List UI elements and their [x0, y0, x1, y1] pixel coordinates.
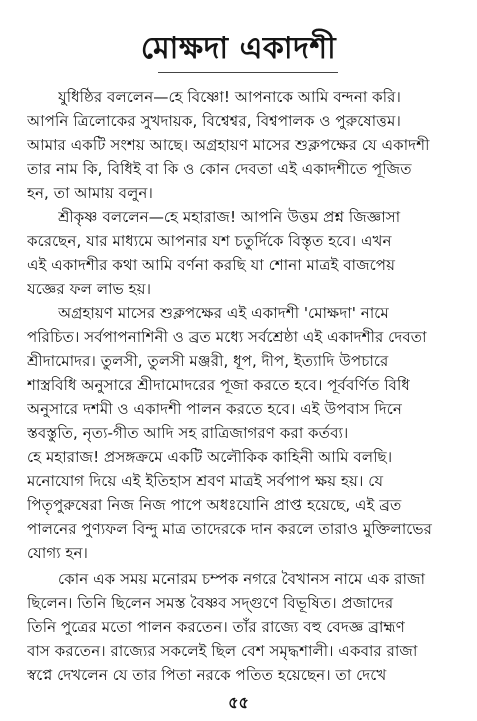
paragraph-5-line-4: বাস করতেন। রাজ্যের সকলেই ছিল বেশ সমৃদ্ধশালী। একবার রাজা [27, 642, 418, 660]
paragraph-5-line-2: ছিলেন। তিনি ছিলেন সমস্ত বৈষ্ণব সদ্গুণে বিভূষিত। প্রজাদের [27, 594, 394, 612]
paragraph-5-line-5: স্বপ্নে দেখলেন যে তার পিতা নরকে পতিত হয়েছেন। তা দেখে [27, 666, 387, 684]
paragraph-3-line-4: শাস্ত্রবিধি অনুসারে শ্রীদামোদরের পূজা করতে হবে। পূর্ববর্ণিত বিধি [27, 376, 410, 394]
paragraph-4-line-1: হে মহারাজ! প্রসঙ্গক্রমে একটি অলৌকিক কাহিনী আমি বলছি। [27, 448, 393, 466]
paragraph-1-line-5: হন, তা আমায় বলুন। [27, 184, 153, 202]
paragraph-3-line-5: অনুসারে দশমী ও একাদশী পালন করতে হবে। এই উপবাস দিনে [27, 400, 402, 418]
paragraph-1-line-2: আপনি ত্রিলোকের সুখদায়ক, বিশ্বেশ্বর, বিশ্বপালক ও পুরুষোত্তম। [27, 112, 401, 130]
paragraph-1-line-3: আমার একটি সংশয় আছে। অগ্রহায়ণ মাসের শুক্লপক্ষের যে একাদশী [27, 136, 430, 154]
paragraph-1-line-1: যুধিষ্ঠির বললেন—হে বিষ্ণো! আপনাকে আমি বন্দনা করি। [58, 88, 401, 106]
paragraph-2-line-4: যজ্ঞের ফল লাভ হয়। [27, 280, 152, 298]
paragraph-5-line-1: কোন এক সময় মনোরম চম্পক নগরে বৈখানস নামে এক রাজা [58, 570, 425, 588]
paragraph-3-line-1: অগ্রহায়ণ মাসের শুক্লপক্ষের এই একাদশী 'মোক্ষদা' নামে [58, 304, 389, 322]
paragraph-2-line-1: শ্রীকৃষ্ণ বললেন—হে মহারাজ! আপনি উত্তম প্রশ্ন জিজ্ঞাসা [58, 208, 401, 226]
paragraph-3-line-6: স্তবস্তুতি, নৃত্য-গীত আদি সহ রাত্রিজাগরণ করা কর্তব্য। [27, 424, 349, 442]
paragraph-4-line-2: মনোযোগ দিয়ে এই ইতিহাস শ্রবণ মাত্রই সর্বপাপ ক্ষয় হয়। যে [27, 472, 384, 490]
paragraph-5-line-3: তিনি পুত্রের মতো পালন করতেন। তাঁর রাজ্যে বহু বেদজ্ঞ ব্রাহ্মণ [27, 618, 405, 636]
paragraph-2-line-2: করেছেন, যার মাধ্যমে আপনার যশ চতুর্দিকে বিস্তৃত হবে। এখন [27, 232, 392, 250]
paragraph-2-line-3: এই একাদশীর কথা আমি বর্ণনা করছি যা শোনা মাত্রই বাজপেয় [27, 256, 396, 274]
paragraph-3-line-3: শ্রীদামোদর। তুলসী, তুলসী মঞ্জরী, ধূপ, দীপ, ইত্যাদি উপচারে [27, 352, 389, 370]
paragraph-4-line-4: পালনের পুণ্যফল বিন্দু মাত্র তাদেরকে দান করলে তারাও মুক্তিলাভের [27, 520, 433, 538]
paragraph-1-line-4: তার নাম কি, বিধিই বা কি ও কোন দেবতা এই একাদশীতে পূজিত [27, 160, 412, 178]
paragraph-4-line-3: পিতৃপুরুষেরা নিজ নিজ পাপে অধঃযোনি প্রাপ্ত হয়েছে, এই ব্রত [27, 496, 402, 514]
paragraph-3-line-2: পরিচিত। সর্বপাপনাশিনী ও ব্রত মধ্যে সর্বশ্রেষ্ঠা এই একাদশীর দেবতা [27, 328, 427, 346]
title-underline [158, 72, 338, 73]
paragraph-4-line-5: যোগ্য হন। [27, 544, 88, 562]
chapter-title: মোক্ষদা একাদশী [140, 31, 337, 66]
page-number: ৫৫ [228, 693, 249, 712]
